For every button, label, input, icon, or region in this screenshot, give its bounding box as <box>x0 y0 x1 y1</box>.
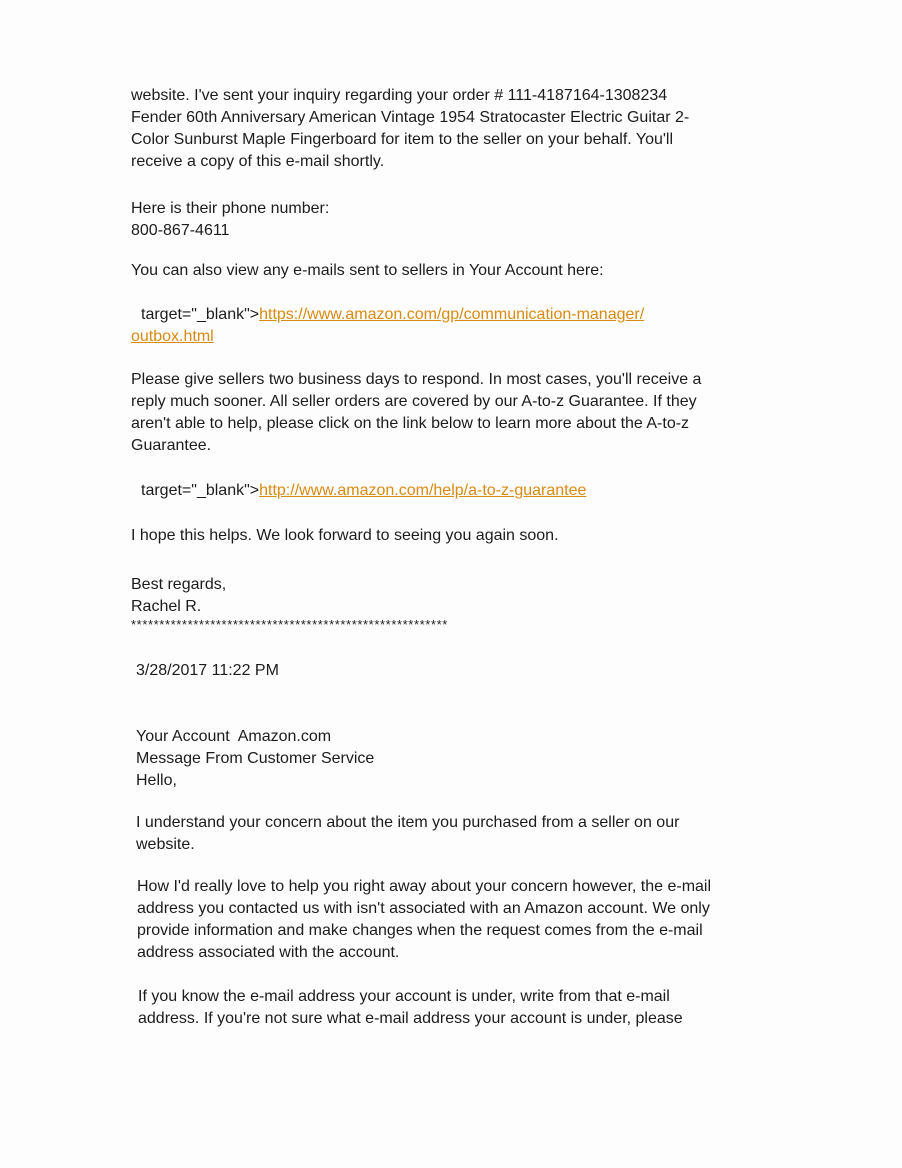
account-header: Your Account Amazon.com <box>136 728 332 745</box>
phone-label: Here is their phone number: <box>131 200 330 217</box>
guarantee-link-line <box>131 480 781 502</box>
text-line: How I'd really love to help you right away about your concern however, the e-mail <box>137 878 712 895</box>
message-timestamp-block <box>136 660 786 682</box>
separator-stars: ******************************************************** <box>131 617 448 632</box>
text-line: Color Sunburst Maple Fingerboard for item to the seller on your behalf. You'll <box>131 131 674 148</box>
outbox-link-prefix: target="_blank"> <box>141 306 260 323</box>
text-line: aren't able to help, please click on the link below to learn more about the A-to-z <box>131 415 690 432</box>
outbox-link[interactable]: https://www.amazon.com/gp/communication-manager/ <box>259 306 645 323</box>
hope-text: I hope this helps. We look forward to seeing you again soon. <box>131 527 559 544</box>
text-line: I understand your concern about the item you purchased from a seller on our <box>136 814 680 831</box>
guarantee-link-paragraph <box>131 480 781 502</box>
view-emails-text: You can also view any e-mails sent to sellers in Your Account here: <box>131 262 604 279</box>
message-timestamp: 3/28/2017 11:22 PM <box>136 662 279 679</box>
hope-paragraph <box>131 525 781 547</box>
guarantee-link-prefix: target="_blank"> <box>141 482 260 499</box>
text-line: address. If you're not sure what e-mail address your account is under, please <box>138 1010 683 1027</box>
outbox-link-continuation[interactable]: outbox.html <box>131 328 214 345</box>
text-line: website. I've sent your inquiry regarding your order # 111-4187164-1308234 <box>131 87 668 104</box>
view-emails-paragraph <box>131 260 781 282</box>
message-source: Message From Customer Service <box>136 750 375 767</box>
text-line: provide information and make changes when the request comes from the e-mail <box>137 922 703 939</box>
text-line: Guarantee. <box>131 437 212 454</box>
text-line: reply much sooner. All seller orders are covered by our A-to-z Guarantee. If they <box>131 393 697 410</box>
concern-paragraph <box>136 812 786 856</box>
text-line: website. <box>136 836 195 853</box>
text-line: Please give sellers two business days to respond. In most cases, you'll receive a <box>131 371 702 388</box>
guarantee-paragraph <box>131 369 781 457</box>
order-inquiry-paragraph <box>131 85 781 173</box>
phone-number: 800-867-4611 <box>131 222 230 239</box>
text-line: Fender 60th Anniversary American Vintage 1954 Stratocaster Electric Guitar 2- <box>131 109 690 126</box>
account-explanation-paragraph <box>137 876 787 964</box>
outbox-link-paragraph <box>131 304 781 348</box>
text-line: address associated with the account. <box>137 944 400 961</box>
outbox-link-line <box>131 304 781 326</box>
signer-name: Rachel R. <box>131 598 202 615</box>
phone-paragraph <box>131 198 781 242</box>
signature-block <box>131 574 781 632</box>
text-line: receive a copy of this e-mail shortly. <box>131 153 385 170</box>
text-line: If you know the e-mail address your account is under, write from that e-mail <box>138 988 670 1005</box>
text-line: address you contacted us with isn't associated with an Amazon account. We only <box>137 900 710 917</box>
regards-text: Best regards, <box>131 576 227 593</box>
guarantee-link[interactable]: http://www.amazon.com/help/a-to-z-guarantee <box>259 482 587 499</box>
greeting: Hello, <box>136 772 177 789</box>
instructions-paragraph <box>138 986 788 1030</box>
message-header <box>136 726 786 792</box>
outbox-link-line-2 <box>131 326 781 348</box>
